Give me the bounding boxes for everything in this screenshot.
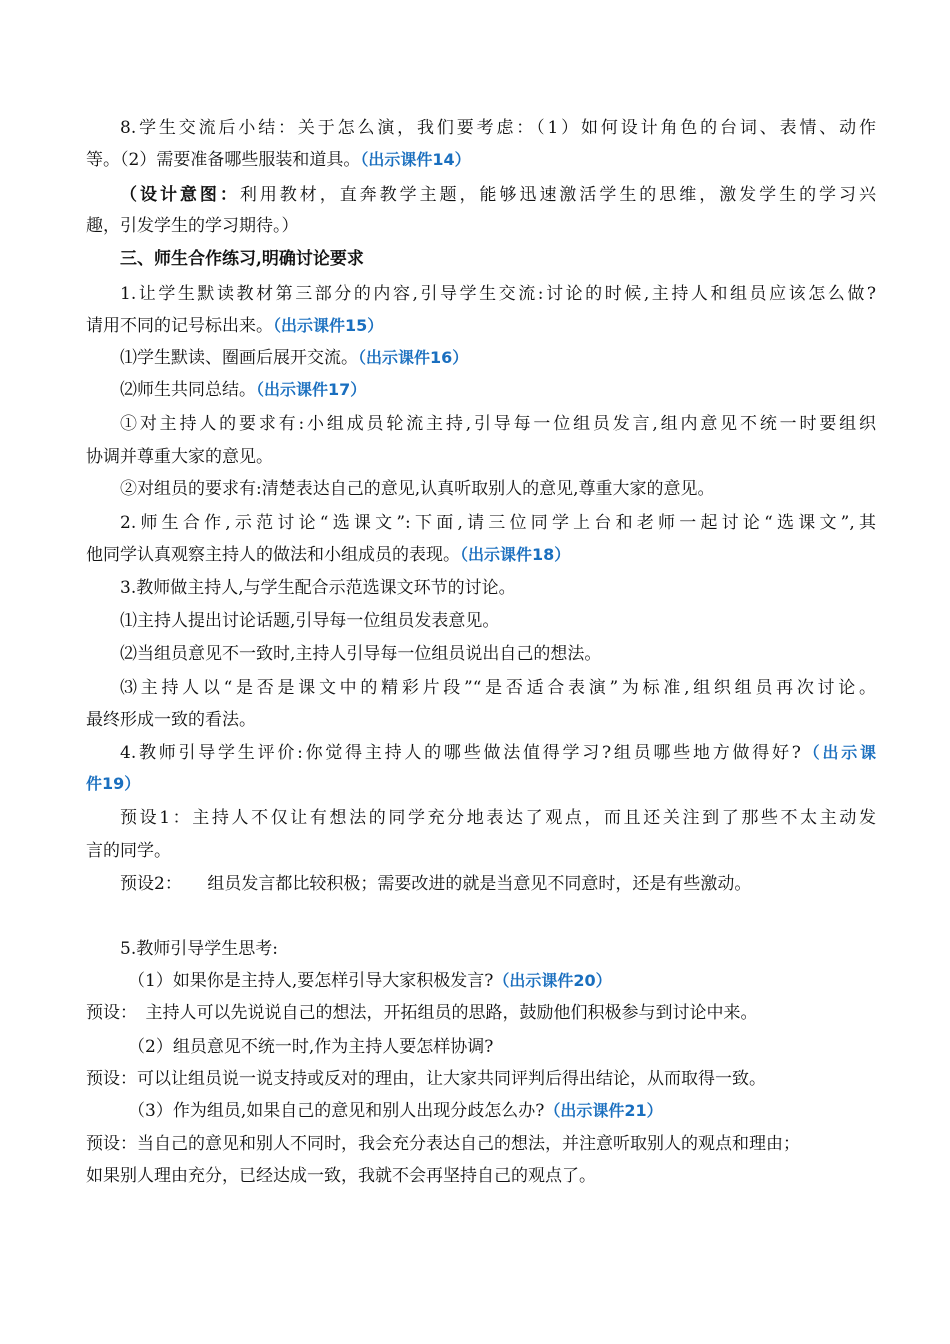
para-line	[86, 839, 876, 863]
courseware-tag: 件19）	[86, 774, 141, 793]
text: 协调并尊重大家的意见。	[86, 447, 273, 467]
text: 预设： 主持人可以先说说自己的想法，开拓组员的思路，鼓励他们积极参与到讨论中来。	[86, 1003, 758, 1023]
courseware-tag: （出示课件14）	[360, 150, 471, 169]
para-line	[120, 282, 876, 306]
text: 请用不同的记号标出来。	[86, 316, 273, 336]
text: ②对组员的要求有:清楚表达自己的意见,认真听取别人的意见,尊重大家的意见。	[120, 479, 715, 499]
text: 预设2： 组员发言都比较积极；需要改进的就是当意见不同意时，还是有些激动。	[120, 874, 752, 894]
para-line	[120, 937, 876, 961]
text: 最终形成一致的看法。	[86, 710, 256, 730]
text: 趣，引发学生的学习期待。）	[86, 216, 299, 236]
text: 8.学生交流后小结：关于怎么演，我们要考虑：（1）如何设计角色的台词、表情、动作	[120, 118, 876, 138]
text: ⑴主持人提出讨论话题,引导每一位组员发表意见。	[120, 611, 500, 631]
para-line	[86, 1001, 876, 1025]
para-line	[120, 378, 876, 402]
courseware-tag: （出示课件18）	[460, 545, 571, 564]
para-line	[120, 576, 876, 600]
design-intent-label: （设计意图：	[120, 185, 240, 205]
heading-text: 三、师生合作练习,明确讨论要求	[120, 249, 364, 269]
para-line	[86, 708, 876, 732]
text: （2）组员意见不统一时,作为主持人要怎样协调?	[128, 1037, 494, 1057]
para-line	[86, 214, 876, 238]
text: 4.教师引导学生评价:你觉得主持人的哪些做法值得学习?组员哪些地方做得好?	[120, 743, 801, 763]
text: （1）如果你是主持人,要怎样引导大家积极发言?	[128, 971, 494, 991]
para-line	[120, 477, 876, 501]
para-line	[120, 872, 876, 896]
para-line	[120, 609, 876, 633]
courseware-tag: （出示课件15）	[273, 316, 384, 335]
para-line	[128, 1099, 876, 1123]
para-line	[128, 969, 876, 993]
text: ⑶主持人以“是否是课文中的精彩片段”“是否适合表演”为标准,组织组员再次讨论。	[120, 678, 876, 698]
text: 如果别人理由充分，已经达成一致，我就不会再坚持自己的观点了。	[86, 1166, 596, 1186]
para-line	[86, 543, 876, 567]
text: 他同学认真观察主持人的做法和小组成员的表现。	[86, 545, 460, 565]
courseware-tag: （出示课	[800, 743, 876, 762]
text: ⑵当组员意见不一致时,主持人引导每一位组员说出自己的想法。	[120, 644, 602, 664]
para-line	[128, 1035, 876, 1059]
para-line	[120, 676, 876, 700]
para-line	[120, 346, 876, 370]
text: ⑵师生共同总结。	[120, 380, 256, 400]
text: 2.师生合作,示范讨论“选课文”:下面,请三位同学上台和老师一起讨论“选课文”,其	[120, 513, 876, 533]
text: 等。（2）需要准备哪些服装和道具。	[86, 150, 361, 170]
text: ①对主持人的要求有:小组成员轮流主持,引导每一位组员发言,组内意见不统一时要组织	[120, 414, 876, 434]
para-line	[120, 116, 876, 140]
courseware-tag: （出示课件17）	[256, 380, 367, 399]
para-line	[86, 772, 876, 796]
text: 利用教材，直奔教学主题，能够迅速激活学生的思维，激发学生的学习兴	[239, 185, 876, 205]
para-line	[86, 148, 876, 172]
text: 3.教师做主持人,与学生配合示范选课文环节的讨论。	[120, 578, 516, 598]
text: 1.让学生默读教材第三部分的内容,引导学生交流:讨论的时候,主持人和组员应该怎么做?	[120, 284, 876, 304]
para-line	[86, 1067, 876, 1091]
para-line	[120, 741, 876, 765]
courseware-tag: （出示课件16）	[358, 348, 469, 367]
para-line	[120, 642, 876, 666]
para-line	[86, 1164, 876, 1188]
text: 预设：当自己的意见和别人不同时，我会充分表达自己的想法，并注意听取别人的观点和理由；	[86, 1134, 800, 1154]
courseware-tag: （出示课件21）	[544, 1101, 663, 1120]
text: 言的同学。	[86, 841, 171, 861]
courseware-tag: （出示课件20）	[493, 971, 612, 990]
para-line	[86, 1132, 876, 1156]
para-line	[120, 412, 876, 436]
para-line	[120, 511, 876, 535]
para-line	[86, 314, 876, 338]
design-intent-line	[120, 183, 876, 207]
text: 5.教师引导学生思考:	[120, 939, 278, 959]
text: 预设1：主持人不仅让有想法的同学充分地表达了观点，而且还关注到了那些不太主动发	[120, 808, 876, 828]
text: ⑴学生默读、圈画后展开交流。	[120, 348, 358, 368]
text: （3）作为组员,如果自己的意见和别人出现分歧怎么办?	[128, 1101, 545, 1121]
para-line	[86, 445, 876, 469]
para-line	[120, 806, 876, 830]
text: 预设：可以让组员说一说支持或反对的理由，让大家共同评判后得出结论，从而取得一致。	[86, 1069, 766, 1089]
section-heading	[120, 247, 876, 271]
